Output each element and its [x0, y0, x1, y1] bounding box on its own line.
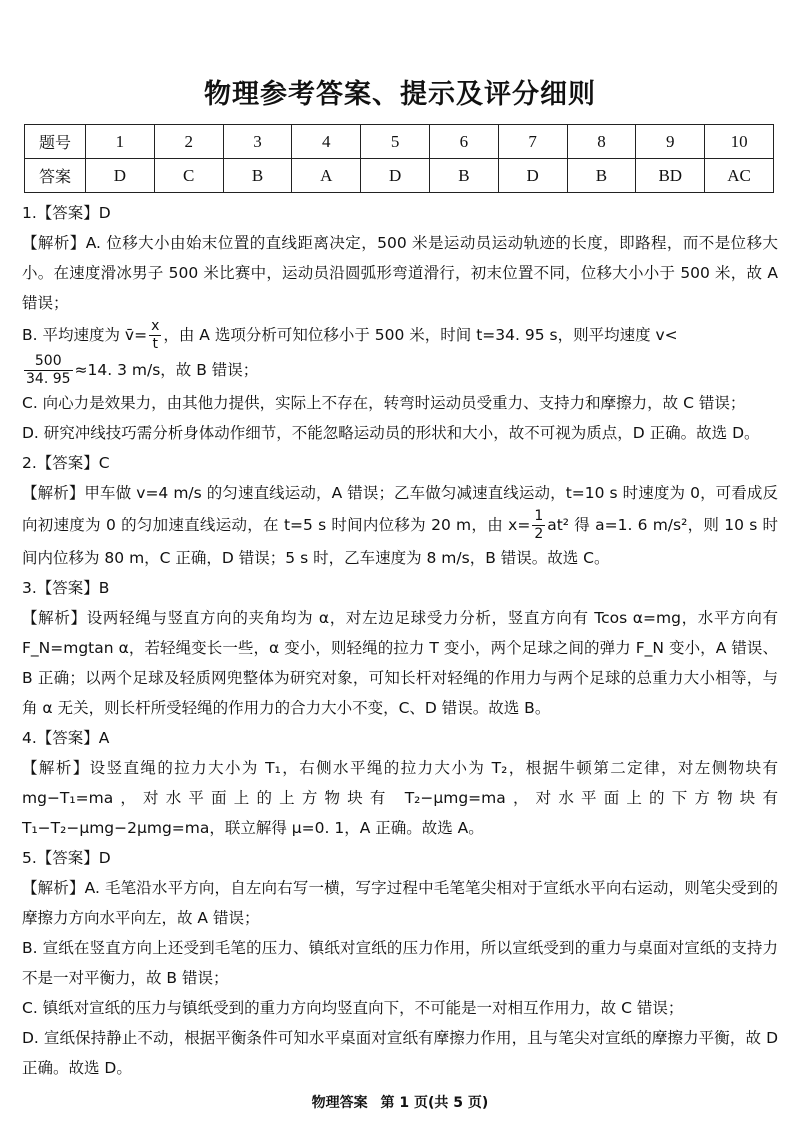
q2-text-2: at² 得 a=1. 6 m/s²，则 10 s 时间内位移为 80 m，C 正确，D 错误；5 s 时，乙车速度为 8 m/s，B 错误。故选 C。	[22, 516, 778, 567]
table-cell: AC	[705, 159, 774, 193]
solutions	[22, 198, 778, 1083]
denominator: 34. 95	[26, 371, 71, 387]
numerator: 1	[534, 508, 544, 524]
table-cell: 7	[498, 125, 567, 159]
numerator: x	[151, 318, 160, 334]
fraction-500-over-time	[24, 353, 73, 388]
table-cell: 2	[154, 125, 223, 159]
table-cell: D	[361, 159, 430, 193]
q2-heading: 2.【答案】C	[22, 454, 110, 472]
denominator: 2	[534, 526, 544, 542]
q1-b-middle: ，由 A 选项分析可知位移小于 500 米，时间 t=34. 95 s，则平均速度 v<	[163, 326, 678, 344]
q5-explanation-c: C. 镇纸对宣纸的压力与镇纸受到的重力方向均竖直向下，不可能是一对相互作用力，故 C 错误；	[22, 999, 684, 1017]
table-cell: 4	[292, 125, 361, 159]
q1-explanation-a: 【解析】A. 位移大小由始末位置的直线距离决定，500 米是运动员运动轨迹的长度，即路程，而不是位移大小。在速度滑冰男子 500 米比赛中，运动员沿圆弧形弯道滑行，初末位置不同，位移大小小于 500 米，故 A 错误；	[22, 234, 778, 312]
footer-subject: 物理答案	[311, 1095, 368, 1111]
answer-table	[24, 124, 774, 193]
table-cell: 10	[705, 125, 774, 159]
table-cell: 8	[567, 125, 636, 159]
fraction-x-over-t	[149, 318, 161, 353]
q5-explanation-d: D. 宣纸保持静止不动，根据平衡条件可知水平桌面对宣纸有摩擦力作用，且与笔尖对宣纸的摩擦力平衡，故 D 正确。故选 D。	[22, 1029, 778, 1077]
q4-heading: 4.【答案】A	[22, 729, 110, 747]
q1-b-prefix: B. 平均速度为 v̄=	[22, 326, 148, 344]
table-cell: B	[223, 159, 292, 193]
table-cell: D	[498, 159, 567, 193]
table-cell: 5	[361, 125, 430, 159]
table-header-number: 题号	[25, 125, 86, 159]
q5-explanation-b: B. 宣纸在竖直方向上还受到毛笔的压力、镇纸对宣纸的压力作用，所以宣纸受到的重力与桌面对宣纸的支持力不是一对平衡力，故 B 错误；	[22, 939, 778, 987]
table-header-answer: 答案	[25, 159, 86, 193]
table-cell: 3	[223, 125, 292, 159]
q1-explanation-c: C. 向心力是效果力，由其他力提供，实际上不存在，转弯时运动员受重力、支持力和摩擦力，故 C 错误；	[22, 394, 746, 412]
table-cell: A	[292, 159, 361, 193]
q4-explanation: 【解析】设竖直绳的拉力大小为 T₁，右侧水平绳的拉力大小为 T₂，根据牛顿第二定律，对左侧物块有 mg−T₁=ma，对水平面上的上方物块有 T₂−μmg=ma，对水平面上的下方物块有 T₁−T₂−μmg−2μmg=ma，联立解得 μ=0. 1，A 正确。故选 A。	[22, 759, 778, 837]
table-cell: D	[86, 159, 155, 193]
page-number: 第 1 页(共 5 页)	[380, 1095, 489, 1111]
table-cell: 1	[86, 125, 155, 159]
q3-heading: 3.【答案】B	[22, 579, 110, 597]
table-row-numbers	[25, 125, 774, 159]
page-title: 物理参考答案、提示及评分细则	[204, 79, 596, 110]
table-cell: 6	[429, 125, 498, 159]
q1-heading: 1.【答案】D	[22, 204, 111, 222]
q1-explanation-d: D. 研究冲线技巧需分析身体动作细节，不能忽略运动员的形状和大小，故不可视为质点，D 正确。故选 D。	[22, 424, 760, 442]
page-footer	[0, 1092, 800, 1112]
table-cell: BD	[636, 159, 705, 193]
table-cell: 9	[636, 125, 705, 159]
table-cell: B	[567, 159, 636, 193]
q2-text-1: 【解析】甲车做 v=4 m/s 的匀速直线运动，A 错误；乙车做匀减速直线运动，t=10 s 时速度为 0，可看成反向初速度为 0 的匀加速直线运动，在 t=5 s 时间内位移为 20 m，由 x=	[22, 484, 778, 534]
q5-explanation-a: 【解析】A. 毛笔沿水平方向，自左向右写一横，写字过程中毛笔笔尖相对于宣纸水平向右运动，则笔尖受到的摩擦力方向水平向左，故 A 错误；	[22, 879, 778, 927]
table-cell: C	[154, 159, 223, 193]
table-cell: B	[429, 159, 498, 193]
fraction-one-half	[532, 508, 545, 543]
denominator: t	[152, 336, 158, 352]
q1-explanation-b	[22, 318, 778, 388]
q5-heading: 5.【答案】D	[22, 849, 111, 867]
q1-b-suffix: ≈14. 3 m/s，故 B 错误；	[74, 361, 259, 379]
q2-explanation	[22, 478, 778, 573]
numerator: 500	[24, 353, 73, 371]
table-row-answers	[25, 159, 774, 193]
q3-explanation: 【解析】设两轻绳与竖直方向的夹角均为 α，对左边足球受力分析，竖直方向有 Tcos α=mg，水平方向有 F_N=mgtan α，若轻绳变长一些，α 变小，则轻绳的拉力 T 变小，两个足球之间的弹力 F_N 变小，A 错误、B 正确；以两个足球及轻质网兜整体为研究对象，可知长杆对轻绳的作用力与两个足球的总重力大小相等，与角 α 无关，则长杆所受轻绳的作用力的合力大小不变，C、D 错误。故选 B。	[22, 609, 778, 717]
